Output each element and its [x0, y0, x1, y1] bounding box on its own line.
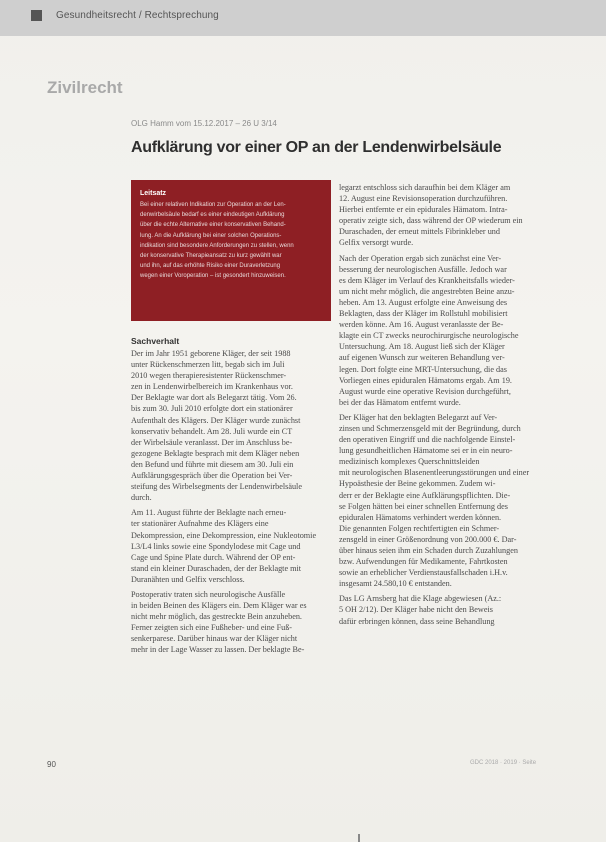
text-line: Das LG Arnsberg hat die Klage abgewiesen (Az.:	[339, 594, 502, 604]
text-line: unter Rückenschmerzen litt, begab sich im Juli	[131, 360, 285, 370]
text-line: Duranähten und Gelfix verschloss.	[131, 574, 245, 584]
text-line: Untersuchung. Am 18. August ließ sich der Kläger	[339, 342, 505, 352]
text-line: auf eigenen Wunsch zur weiteren Behandlung ver-	[339, 353, 505, 363]
leitsatz-line: denwirbelsäule bedarf es einer eindeutigen Aufklärung	[140, 212, 285, 219]
leitsatz-box	[131, 180, 331, 321]
text-line: Vorliegen eines epiduralen Hämatoms ergab. Am 19.	[339, 375, 512, 385]
text-line: bzw. Aufwendungen für Medikamente, Fahrtkosten	[339, 557, 508, 567]
text-line: medizinisch komplexes Querschnittsleiden	[339, 457, 480, 467]
text-line: Beklagten, dass der Kläger im Rollstuhl mobilisiert	[339, 309, 508, 319]
leitsatz-line: wegen einer Voroperation – ist gesondert hinzuweisen.	[140, 273, 286, 280]
text-line: klagte ein CT zwecks neurochirurgische neurologische	[339, 331, 519, 341]
text-line: Ferner zeigten sich eine Fußheber- und eine Fuß-	[131, 623, 293, 633]
text-line: lung gesundheitlichen Hämatome sei er in ein neuro-	[339, 446, 513, 456]
text-line: 12. August eine Revisionsoperation durchzuführen.	[339, 194, 508, 204]
text-line: Hypoästhesie der Beine gekommen. Zudem wi-	[339, 479, 496, 489]
text-line: gezogene Beklagte besprach mit dem Kläger neben	[131, 448, 300, 458]
article-title: Aufklärung vor einer OP an der Lendenwirbelsäule	[131, 139, 502, 156]
paragraph	[131, 348, 336, 503]
text-line: senkerparese. Darüber hinaus war der Kläger nicht	[131, 634, 298, 644]
text-line: 5 OH 2/12). Der Kläger habe nicht den Beweis	[339, 605, 493, 615]
section-title: Zivilrecht	[47, 78, 123, 97]
paragraph	[339, 182, 543, 249]
text-line: Nach der Operation ergab sich zunächst eine Ver-	[339, 253, 502, 263]
text-line: bei der das Hämatom entfernt wurde.	[339, 397, 461, 407]
text-line: bis zum 30. Juli 2010 erfolgte dort ein stationärer	[131, 404, 293, 414]
footer-info: GDC 2018 · 2019 · Seite	[470, 760, 537, 766]
text-line: über hinaus seien ihm ein Schaden durch Zuzahlungen	[339, 546, 518, 555]
text-line: Der Kläger hat den beklagten Belegarzt auf Ver-	[339, 412, 498, 422]
text-line: stand ein kleiner Duraschaden, der der Beklagte mit	[131, 563, 302, 573]
paragraph	[339, 412, 543, 590]
text-line: Die genannten Folgen rechtfertigten ein Schmer-	[339, 523, 500, 533]
text-line: besserung der neurologischen Ausfälle. Jedoch war	[339, 264, 507, 274]
article-meta: OLG Hamm vom 15.12.2017 – 26 U 3/14	[131, 119, 277, 128]
text-line: August wurde eine operative Revision durchgeführt,	[339, 386, 511, 396]
paragraph	[131, 589, 336, 656]
text-line: Aufklärungsgespräch über die Operation bei Ver-	[131, 471, 293, 481]
right-column	[339, 182, 543, 627]
text-line: nicht mehr möglich, das gestreckte Bein anzuheben.	[131, 612, 302, 622]
text-line: in beiden Beinen des Klägers ein. Dem Kläger war es	[131, 601, 307, 611]
leitsatz-line: indikation sind besondere Anforderungen zu stellen, wenn	[140, 242, 294, 249]
paragraph	[339, 253, 543, 408]
text-line: den operativen Eingriff und die nachfolgende Einstel-	[339, 435, 516, 445]
text-line: Postoperativ traten sich neurologische Ausfälle	[131, 589, 286, 599]
paragraph	[131, 507, 336, 585]
text-line: ter stationärer Aufnahme des Klägers eine	[131, 519, 269, 529]
text-line: 2010 wegen therapieresistenter Rückenschmer-	[131, 371, 287, 381]
text-line: epiduralen Hämatoms verhindert werden können.	[339, 512, 502, 522]
text-line: se Folgen hätten bei einer schnellen Entfernung des	[339, 501, 508, 511]
text-line: legen. Dort folgte eine MRT-Untersuchung, die das	[339, 364, 507, 374]
text-line: L3/L4 links sowie eine Spondylodese mit Cage und	[131, 541, 301, 551]
text-line: Der Beklagte war dort als Belegarzt tätig. Vom 26.	[131, 393, 297, 403]
leitsatz-line: der konservative Therapieansatz zu kurz gewählt war	[140, 253, 282, 260]
text-line: mehr in der Lage Wasser zu lassen. Der beklagte Be-	[131, 645, 305, 655]
text-line: zinsen und Schmerzensgeld mit der Begründung, durch	[339, 423, 521, 433]
text-line: Gelfix versorgt wurde.	[339, 238, 414, 248]
header-square-icon	[31, 10, 42, 21]
paragraph	[339, 593, 543, 626]
page-number: 90	[47, 760, 56, 769]
text-line: zen in Lendenwirbelbereich im Krankenhaus vor.	[131, 382, 293, 392]
text-line: um nicht mehr möglich, die angestrebten Beine anzu-	[339, 286, 515, 296]
text-line: sowie an erheblicher Verdienstausfallschaden i.H.v.	[339, 568, 508, 578]
text-line: werden könne. Am 16. August veranlasste der Be-	[339, 320, 504, 330]
leitsatz-line: über die echte Alternative einer konservativen Behand-	[140, 222, 286, 229]
text-line: Duraschaden, der erneut mittels Fibrinkleber und	[339, 227, 500, 237]
text-line: konservativ behandelt. Am 28. Juli wurde ein CT	[131, 426, 293, 436]
text-line: es dem Kläger im Verlauf des Krankheitsfalls wieder-	[339, 275, 515, 285]
left-column	[131, 336, 336, 656]
text-line: mit neurologischen Blasenentleerungsstörungen und einer	[339, 468, 530, 478]
text-line: Aufenthalt des Klägers. Der Kläger wurde zunächst	[131, 415, 301, 425]
scan-mark	[358, 834, 360, 842]
text-line: der Wirbelsäule veranlasst. Der im Anschluss be-	[131, 437, 293, 447]
text-line: operativ zeigte sich, dass während der OP wiederum ein	[339, 216, 523, 226]
text-line: insgesamt 24.580,10 € entstanden.	[339, 579, 452, 589]
text-line: steifung des Wirbelsegments der Lendenwirbelsäule	[131, 482, 302, 492]
leitsatz-line: Bei einer relativen Indikation zur Operation an der Len-	[140, 202, 286, 208]
text-line: Der im Jahr 1951 geborene Kläger, der seit 1988	[131, 349, 291, 358]
breadcrumb: Gesundheitsrecht / Rechtsprechung	[56, 10, 219, 21]
text-line: dafür erbringen können, dass seine Behandlung	[339, 616, 495, 626]
text-line: Dekompression, eine Dekompression, eine Nukleotomie	[131, 530, 317, 540]
leitsatz-title: Leitsatz	[140, 190, 167, 197]
text-line: durch.	[131, 493, 152, 503]
text-line: Cage und Spine Plate durch. Während der OP ent-	[131, 552, 296, 562]
leitsatz-line: lung. An die Aufklärung bei einer solchen Operations-	[140, 232, 282, 239]
header-bar	[0, 0, 606, 36]
leitsatz-line: und ihn, auf das erhöhte Risiko einer Duraverletzung	[140, 263, 281, 270]
text-line: heben. Am 13. August erfolgte eine Anweisung des	[339, 297, 508, 307]
text-line: zensgeld in einer Größenordnung von 200.000 €. Dar-	[339, 534, 517, 544]
text-line: Am 11. August führte der Beklagte nach erneu-	[131, 508, 287, 518]
text-line: den Befund und führte mit diesem am 30. Juli ein	[131, 459, 294, 469]
text-line: legarzt entschloss sich daraufhin bei dem Kläger am	[339, 183, 511, 192]
subheading-sachverhalt: Sachverhalt	[131, 336, 180, 346]
text-line: Hierbei entfernte er ein epidurales Hämatom. Intra-	[339, 205, 508, 215]
text-line: derr er der Beklagte eine Aufklärungspflichten. Die-	[339, 490, 511, 500]
